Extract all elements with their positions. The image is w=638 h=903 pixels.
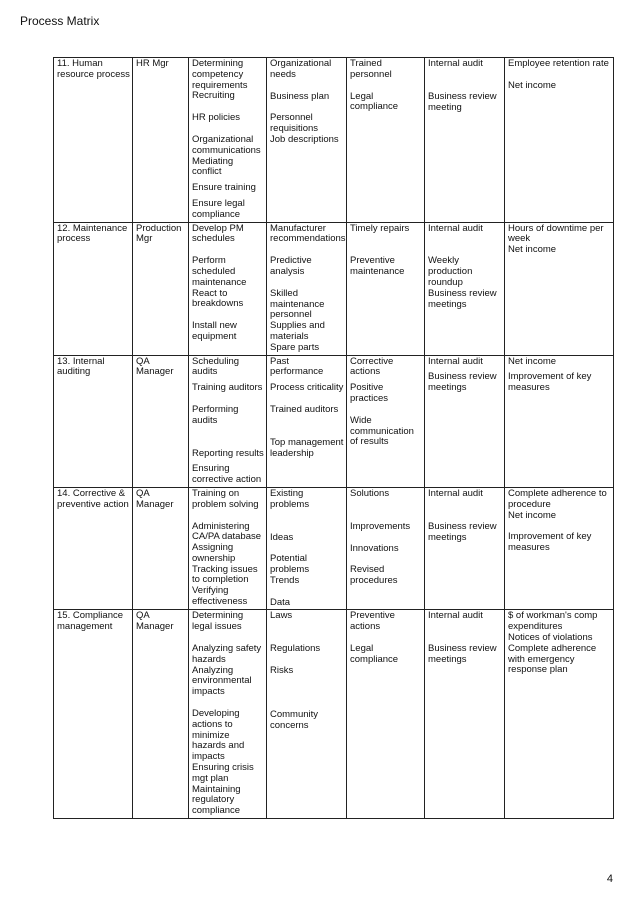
outputs-cell	[347, 355, 425, 487]
process-name-cell: 12. Maintenance process	[54, 222, 133, 355]
process-owner-cell: QA Manager	[133, 487, 189, 610]
review-methods-cell	[425, 355, 505, 487]
table-row	[54, 610, 614, 819]
cell-line: Recruiting	[192, 90, 235, 102]
cell-line: Perform scheduled maintenance	[192, 255, 247, 288]
cell-line: Hours of downtime per week	[508, 222, 604, 245]
cell-line: Supplies and materials	[270, 320, 325, 342]
cell-line: Community concerns	[270, 708, 319, 731]
process-owner-cell: HR Mgr	[133, 58, 189, 223]
cell-line: Process criticality	[270, 382, 344, 394]
process-matrix-table	[53, 57, 614, 819]
process-owner-cell: QA Manager	[133, 355, 189, 487]
cell-line: Training auditors	[192, 382, 263, 394]
cell-line: Ensuring corrective action	[192, 463, 262, 486]
page-title: Process Matrix	[20, 14, 100, 28]
matrix-body	[54, 58, 614, 819]
cell-line: Notices of violations	[508, 632, 593, 644]
cell-line: Determining legal issues	[192, 610, 244, 633]
cell-line: Personnel requisitions	[270, 112, 319, 135]
cell-line: Performing audits	[192, 403, 239, 426]
measures-cell	[505, 610, 614, 819]
cell-line: Legal compliance	[350, 643, 399, 665]
cell-line: Corrective actions	[350, 355, 394, 378]
cell-line: Analyzing safety hazards	[192, 643, 262, 665]
activities-cell	[189, 58, 267, 223]
cell-line: Business review meetings	[428, 371, 497, 394]
cell-line: Ensuring crisis mgt plan	[192, 762, 254, 784]
cell-line: Improvement of key measures	[508, 531, 592, 554]
table-row	[54, 355, 614, 487]
cell-line: Trained personnel	[350, 58, 392, 80]
cell-line: Complete adherence to procedure	[508, 487, 607, 510]
cell-line: Innovations	[350, 542, 399, 554]
cell-line: Develop PM schedules	[192, 222, 244, 245]
cell-line: Timely repairs	[350, 222, 410, 234]
cell-line: Regulations	[270, 643, 321, 655]
review-methods-cell	[425, 58, 505, 223]
cell-line: Ensure training	[192, 182, 256, 194]
review-methods-cell	[425, 610, 505, 819]
cell-line: Existing problems	[270, 487, 310, 510]
cell-line: Business review meetings	[428, 520, 497, 543]
cell-line: Spare parts	[270, 341, 320, 353]
table-row	[54, 58, 614, 223]
activities-cell	[189, 487, 267, 610]
cell-line: Maintaining regulatory compliance	[192, 783, 241, 817]
cell-line: Training on problem solving	[192, 487, 259, 510]
cell-line: Administering CA/PA database	[192, 520, 262, 543]
cell-line: $ of workman's comp expenditures	[508, 610, 598, 633]
measures-cell	[505, 58, 614, 223]
cell-line: Positive practices	[350, 382, 389, 404]
cell-line: Business review meetings	[428, 287, 497, 310]
outputs-cell	[347, 58, 425, 223]
cell-line: Verifying effectiveness	[192, 585, 248, 608]
cell-line: Trained auditors	[270, 403, 339, 415]
cell-line: Net income	[508, 355, 557, 367]
cell-line: Employee retention rate	[508, 58, 609, 69]
measures-cell	[505, 355, 614, 487]
review-methods-cell	[425, 222, 505, 355]
inputs-cell	[267, 58, 347, 223]
activities-cell	[189, 355, 267, 487]
outputs-cell	[347, 610, 425, 819]
cell-line: Preventive maintenance	[350, 255, 405, 278]
cell-line: Ensure legal compliance	[192, 197, 245, 220]
cell-line: Data	[270, 596, 291, 608]
cell-line: Wide communication of results	[350, 414, 414, 448]
cell-line: Net income	[508, 509, 557, 521]
cell-line: Preventive actions	[350, 610, 395, 633]
cell-line: Net income	[508, 244, 557, 256]
cell-line: Organizational needs	[270, 58, 332, 80]
review-methods-cell	[425, 487, 505, 610]
cell-line: React to breakdowns	[192, 287, 244, 310]
cell-line: Solutions	[350, 487, 390, 499]
cell-line: Mediating conflict	[192, 155, 234, 178]
process-name-cell: 11. Human resource process	[54, 58, 133, 223]
cell-line: Tracking issues to completion	[192, 563, 258, 586]
activities-cell	[189, 610, 267, 819]
process-name-cell: 15. Compliance management	[54, 610, 133, 819]
cell-line: Developing actions to minimize hazards and impacts	[192, 708, 245, 763]
activities-cell	[189, 222, 267, 355]
table-row	[54, 487, 614, 610]
measures-cell	[505, 487, 614, 610]
cell-line: Business review meeting	[428, 90, 497, 113]
cell-line: Business plan	[270, 90, 330, 102]
inputs-cell	[267, 487, 347, 610]
process-owner-cell: QA Manager	[133, 610, 189, 819]
cell-line: Top management leadership	[270, 436, 344, 459]
cell-line: Job descriptions	[270, 133, 339, 145]
cell-line: Skilled maintenance personnel	[270, 287, 325, 321]
inputs-cell	[267, 610, 347, 819]
cell-line: Internal audit	[428, 355, 483, 367]
process-name-cell: 13. Internal auditing	[54, 355, 133, 487]
cell-line: Manufacturer recommendations	[270, 222, 346, 245]
cell-line: Organizational communications	[192, 133, 261, 156]
cell-line: Legal compliance	[350, 90, 399, 113]
table-row	[54, 222, 614, 355]
cell-line: Internal audit	[428, 487, 483, 499]
cell-line: Analyzing environmental impacts	[192, 664, 252, 698]
cell-line: Internal audit	[428, 610, 483, 622]
cell-line: Determining competency requirements	[192, 58, 248, 91]
cell-line: Predictive analysis	[270, 255, 312, 277]
process-owner-cell: Production Mgr	[133, 222, 189, 355]
cell-line: Potential problems	[270, 553, 310, 576]
cell-line: Improvement of key measures	[508, 371, 592, 394]
cell-line: Business review meetings	[428, 643, 497, 666]
cell-line: HR policies	[192, 112, 241, 124]
cell-line: Complete adherence with emergency response plan	[508, 642, 597, 676]
cell-line: Laws	[270, 610, 293, 622]
page-number: 4	[606, 873, 613, 885]
inputs-cell	[267, 355, 347, 487]
cell-line: Internal audit	[428, 222, 483, 234]
cell-line: Scheduling audits	[192, 355, 240, 378]
cell-line: Assigning ownership	[192, 542, 236, 564]
outputs-cell	[347, 222, 425, 355]
cell-line: Reporting results	[192, 447, 264, 459]
process-name-cell: 14. Corrective & preventive action	[54, 487, 133, 610]
cell-line: Install new equipment	[192, 320, 237, 342]
cell-line: Trends	[270, 574, 300, 586]
cell-line: Internal audit	[428, 58, 483, 69]
outputs-cell	[347, 487, 425, 610]
cell-line: Ideas	[270, 531, 294, 543]
measures-cell	[505, 222, 614, 355]
inputs-cell	[267, 222, 347, 355]
cell-line: Weekly production roundup	[428, 255, 473, 288]
cell-line: Revised procedures	[350, 564, 398, 587]
cell-line: Risks	[270, 665, 294, 677]
cell-line: Improvements	[350, 520, 411, 532]
cell-line: Net income	[508, 79, 557, 91]
cell-line: Past performance	[270, 355, 324, 378]
